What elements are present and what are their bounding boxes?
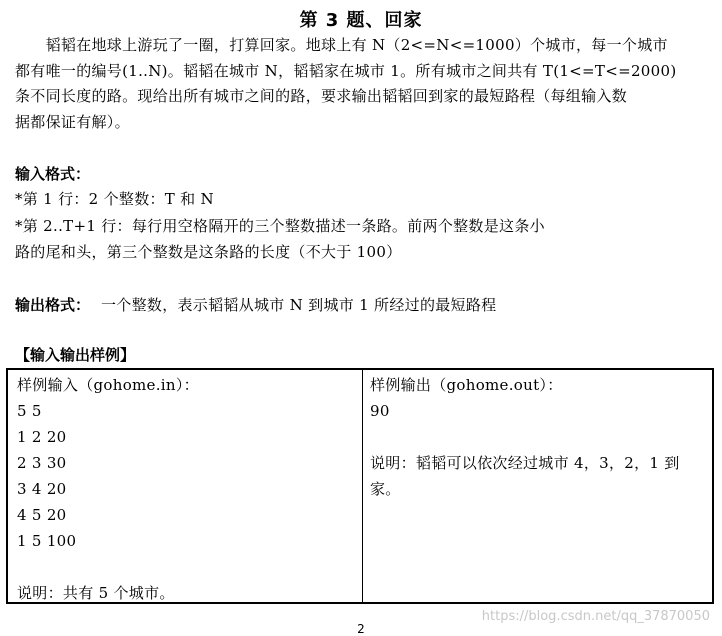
- description-line: 都有唯一的编号(1..N)。韬韬在城市 N，韬韬家在城市 1。所有城市之间共有 T(1<=T<=2000): [15, 61, 677, 80]
- sample-table: [6, 368, 714, 604]
- sample-input-row: 说明：共有 5 个城市。: [17, 584, 175, 602]
- sample-input-cell: [17, 374, 199, 608]
- input-format-heading: 输入格式：: [15, 165, 91, 183]
- sample-input-row: 3 4 20: [17, 480, 67, 498]
- output-format-heading: 输出格式：: [15, 296, 91, 314]
- input-format-line: *第 1 行：2 个整数：T 和 N: [15, 190, 214, 208]
- sample-output-cell: [370, 374, 680, 504]
- description-line: 据都保证有解）。: [15, 112, 130, 131]
- sample-input-row: 样例输入（gohome.in）：: [17, 376, 199, 394]
- problem-title: 第 3 题、回家: [299, 10, 423, 31]
- sample-output-row: 说明：韬韬可以依次经过城市 4，3，2，1 到: [370, 454, 680, 472]
- sample-input-row: [17, 556, 199, 582]
- sample-heading: 【输入输出样例】: [15, 346, 136, 364]
- sample-output-row: [370, 426, 680, 452]
- output-format-text: 一个整数，表示韬韬从城市 N 到城市 1 所经过的最短路程: [101, 296, 497, 314]
- sample-input-row: 1 2 20: [17, 428, 67, 446]
- input-format-line: *第 2..T+1 行：每行用空格隔开的三个整数描述一条路。前两个整数是这条小: [15, 217, 545, 235]
- input-format-line: 路的尾和头，第三个整数是这条路的长度（不大于 100）: [15, 243, 402, 261]
- sample-input-row: 4 5 20: [17, 506, 67, 524]
- description-line: 韬韬在地球上游玩了一圈，打算回家。地球上有 N（2<=N<=1000）个城市，每一个城市: [15, 36, 668, 54]
- table-column-divider: [362, 370, 363, 602]
- sample-output-row: 家。: [370, 480, 401, 498]
- sample-input-row: 5 5: [17, 402, 42, 420]
- description-line: 条不同长度的路。现给出所有城市之间的路，要求输出韬韬回到家的最短路程（每组输入数: [15, 87, 628, 105]
- problem-description: [15, 33, 715, 135]
- sample-output-row: 样例输出（gohome.out）：: [370, 376, 563, 394]
- watermark: https://blog.csdn.net/qq_37870050: [481, 609, 710, 624]
- sample-output-row: 90: [370, 402, 390, 420]
- sample-input-row: 1 5 100: [17, 532, 77, 550]
- page-number: 2: [357, 622, 365, 636]
- sample-input-row: 2 3 30: [17, 454, 67, 472]
